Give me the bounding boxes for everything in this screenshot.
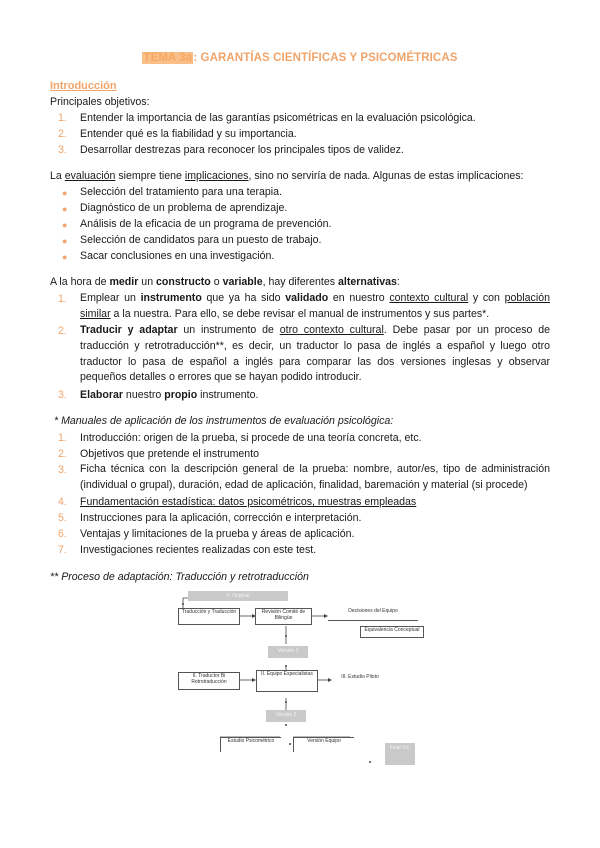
text: y con [468, 292, 505, 304]
list-number: 1. [58, 432, 67, 444]
list-number: 2. [58, 325, 67, 337]
box-equivalencia: Equivalencia Conceptual [360, 626, 424, 638]
bold-term: constructo [156, 276, 211, 288]
italic-text: * Manuales de aplicación de los instrumentos de evaluación psicológica: [54, 415, 394, 427]
text: . Debe pasar por un proceso de traducción y retrotraducción**, es decir, un traductor lo pasa de inglés a español y luego otro traductor lo pasa de español a inglés para comparar las dos versiones inglesas y observar pequeños detalles o errores que se hayan podido introducir. [80, 324, 550, 384]
list-item: Ventajas y limitaciones de la prueba y áreas de aplicación. [80, 528, 355, 540]
box-version-original: V. Original [188, 591, 288, 601]
list-number: 3. [58, 389, 67, 401]
bullet-icon: ● [62, 188, 68, 198]
text: , sino no serviría de nada. Algunas de estas implicaciones: [248, 170, 524, 182]
box-version-equipo: Versión Equipo [293, 737, 354, 752]
bold-term: propio [164, 389, 198, 401]
list-item: Entender la importancia de las garantías psicométricas en la evaluación psicológica. [80, 112, 476, 124]
evaluation-paragraph [50, 170, 523, 182]
underlined-term: contexto cultural [389, 292, 469, 304]
box-traduccion: Traducción y Traducción [178, 608, 240, 625]
list-item: Entender qué es la fiabilidad y su importancia. [80, 128, 297, 140]
list-number: 3. [58, 144, 67, 156]
box-estudio-piloto: III. Estudio Piloto [332, 674, 388, 686]
text: instrumento. [197, 389, 259, 401]
text: La [50, 170, 65, 182]
bullet-icon: ● [62, 252, 68, 262]
text: un instrumento de [177, 324, 280, 336]
text: A la hora de [50, 276, 110, 288]
alternative-2 [80, 323, 550, 386]
text: a la nuestra. Para ello, se debe revisar el manual de instrumentos y sus partes*. [110, 307, 490, 320]
list-item: Objetivos que pretende el instrumento [80, 448, 260, 460]
list-number: 7. [58, 544, 67, 556]
list-item: Investigaciones recientes realizadas con este test. [80, 544, 317, 556]
box-traductor-bi: II. Traductor Bi Retrotraducción [178, 672, 240, 690]
objectives-label: Principales objetivos: [50, 96, 150, 108]
bullet-icon: ● [62, 236, 68, 246]
text: que ya ha sido [201, 292, 286, 304]
bold-term: validado [285, 292, 329, 304]
bold-term: Elaborar [80, 389, 123, 401]
box-equipo: II. Equipo Especialistas [256, 670, 318, 692]
box-revision: Revisión Comité de Bilingüe [255, 608, 312, 625]
list-number: 5. [58, 512, 67, 524]
bold-term: Traducir y adaptar [80, 324, 178, 336]
text: un [138, 276, 157, 288]
list-number: 6. [58, 528, 67, 540]
text: nuestro [122, 389, 165, 401]
underlined-term: implicaciones [184, 170, 249, 182]
list-number: 1. [58, 293, 67, 305]
alternative-1 [80, 291, 550, 323]
alternative-3 [80, 389, 258, 401]
list-item: Selección del tratamiento para una terapia. [80, 186, 282, 198]
box-version-1: Versión 1 [268, 646, 308, 658]
box-psicometrico: Estudio Psicométrico [220, 737, 281, 752]
list-item: Análisis de la eficacia de un programa de prevención. [80, 218, 332, 230]
title-rest: : GARANTÍAS CIENTÍFICAS Y PSICOMÉTRICAS [193, 52, 458, 64]
bullet-icon: ● [62, 220, 68, 230]
text: siempre tiene [115, 170, 185, 182]
box-version-2: Versión 2 [266, 710, 306, 722]
page-title [0, 52, 600, 64]
list-number: 4. [58, 496, 67, 508]
manuals-heading [54, 415, 393, 427]
list-number: 2. [58, 128, 67, 140]
list-number: 3. [58, 464, 67, 476]
underlined-term: otro contexto cultural [279, 324, 384, 336]
bold-term: alternativas [338, 276, 397, 288]
process-heading [50, 571, 309, 583]
measure-paragraph [50, 276, 400, 288]
section-introduccion: Introducción [50, 80, 117, 92]
list-item: Diagnóstico de un problema de aprendizaje. [80, 202, 288, 214]
underlined-term: población similar [80, 292, 550, 320]
box-version-final: Final V.F. [385, 743, 415, 765]
text: o [210, 276, 223, 288]
text: , hay diferentes [262, 276, 339, 288]
bullet-icon: ● [62, 204, 68, 214]
list-item: Sacar conclusiones en una investigación. [80, 250, 275, 262]
text: : [396, 276, 400, 288]
italic-text: ** Proceso de adaptación: Traducción y retrotraducción [50, 571, 309, 583]
list-item: Fundamentación estadística: datos psicométricos, muestras empleadas [80, 496, 417, 508]
bold-term: variable [222, 276, 263, 288]
box-decisiones: Decisiones del Equipo [328, 608, 418, 621]
title-highlight: TEMA 3a [143, 52, 193, 64]
list-item: Introducción: origen de la prueba, si procede de una teoría concreta, etc. [80, 432, 422, 444]
list-item: Desarrollar destrezas para reconocer los principales tipos de validez. [80, 144, 404, 156]
text: Emplear un [80, 292, 141, 304]
list-number: 2. [58, 448, 67, 460]
bold-term: medir [109, 276, 139, 288]
bold-term: instrumento [140, 292, 202, 304]
list-item: Instrucciones para la aplicación, corrección e interpretación. [80, 512, 362, 524]
list-item: Ficha técnica con la descripción general de la prueba: nombre, autor/es, tipo de administración (individual o grupal), duración, edad de aplicación, finalidad, baremación y material (si procede) [80, 463, 550, 491]
list-item: Selección de candidatos para un puesto de trabajo. [80, 234, 322, 246]
underlined-term: evaluación [64, 170, 116, 182]
list-number: 1. [58, 112, 67, 124]
text: en nuestro [328, 292, 390, 304]
